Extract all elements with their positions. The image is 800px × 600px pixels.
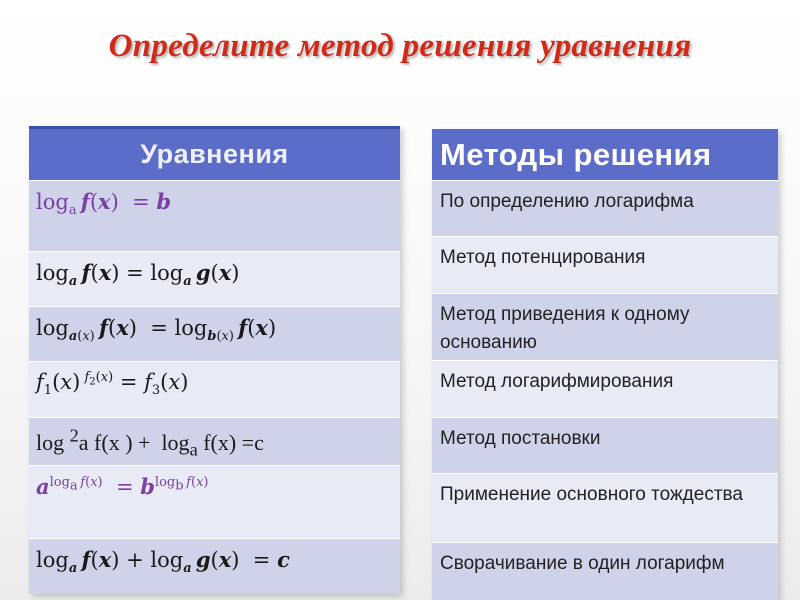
equations-header: Уравнения bbox=[29, 126, 400, 180]
equation-row bbox=[29, 251, 400, 306]
method-row: Применение основного тождества bbox=[432, 473, 778, 542]
equation-formula: log $^2$a f(x ) + $\log_a f(x) =c$ bbox=[36, 426, 264, 460]
equation-row bbox=[29, 180, 400, 251]
method-row: По определению логарифма bbox=[432, 180, 778, 236]
equation-formula: $\log_{a(x)} f(x) = \log_{b(x)} f(x)$ bbox=[36, 315, 277, 345]
method-row: Метод постановки bbox=[432, 417, 778, 473]
equation-formula: $\log_a f(x) + \log_a g(x) = c$ bbox=[36, 547, 290, 577]
equation-row bbox=[29, 306, 400, 361]
equations-table bbox=[29, 126, 400, 594]
methods-header: Методы решения bbox=[432, 129, 778, 180]
equation-row bbox=[29, 361, 400, 417]
equation-formula: $\log_a f(x) = \log_a g(x)$ bbox=[36, 260, 240, 290]
method-row: Метод приведения к одному основанию bbox=[432, 293, 778, 360]
methods-table bbox=[432, 129, 778, 600]
slide-title: Определите метод решения уравнения bbox=[108, 28, 692, 64]
method-row: Сворачивание в один логарифм bbox=[432, 542, 778, 600]
equation-formula: $\log_a f(x) = b$ bbox=[36, 189, 172, 219]
method-row: Метод логарифмирования bbox=[432, 360, 778, 417]
equation-row bbox=[29, 417, 400, 465]
equation-formula: $f_1(x) ^{f_2(x)} = f_3(x)$ bbox=[36, 370, 189, 399]
equation-row bbox=[29, 465, 400, 538]
equation-formula: $a^{log_a f(x)} = b^{log_b f(x)}$ bbox=[36, 474, 209, 499]
equation-row bbox=[29, 538, 400, 594]
method-row: Метод потенцирования bbox=[432, 236, 778, 293]
